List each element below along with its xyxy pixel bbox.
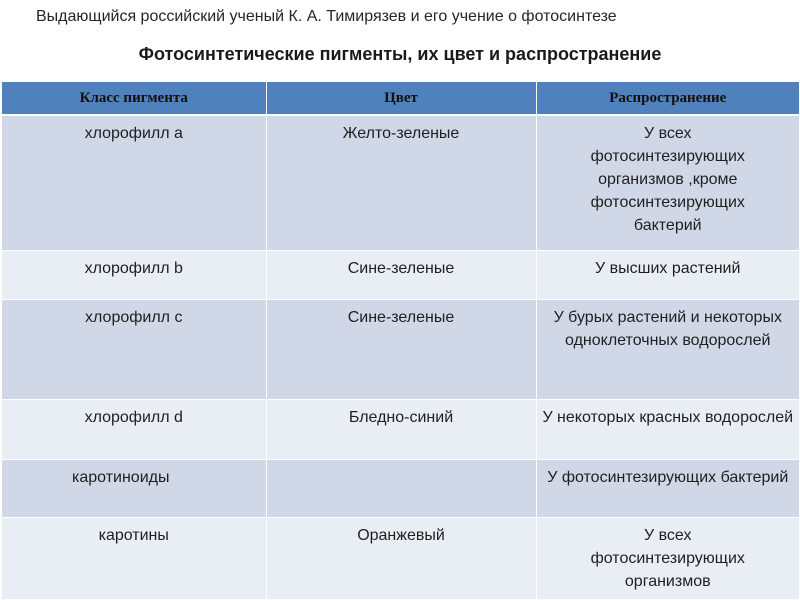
header-distribution: Распространение	[536, 82, 799, 115]
cell-distribution: У всех фотосинтезирующих организмов ,кроме фотосинтезирующих бактерий	[536, 115, 799, 250]
cell-distribution: У бурых растений и некоторых одноклеточных водорослей	[536, 299, 799, 399]
table-row	[2, 459, 799, 517]
cell-pigment: хлорофилл b	[2, 250, 266, 299]
cell-distribution: У фотосинтезирующих бактерий	[536, 459, 799, 517]
cell-color: Бледно-синий	[266, 399, 536, 459]
table-row	[2, 299, 799, 399]
slide-subtitle: Выдающийся российский ученый К. А. Тимирязев и его учение о фотосинтезе	[36, 8, 617, 25]
cell-color: Оранжевый	[266, 517, 536, 599]
cell-pigment: хлорофилл a	[2, 115, 266, 250]
pigments-table	[2, 82, 799, 600]
cell-pigment: хлорофилл c	[2, 299, 266, 399]
cell-pigment: каротины	[2, 517, 266, 599]
table-row	[2, 250, 799, 299]
header-color: Цвет	[266, 82, 536, 115]
cell-color: Сине-зеленые	[266, 299, 536, 399]
cell-color: Желто-зеленые	[266, 115, 536, 250]
cell-distribution: У всех фотосинтезирующих организмов	[536, 517, 799, 599]
table-row	[2, 399, 799, 459]
cell-distribution: У некоторых красных водорослей	[536, 399, 799, 459]
cell-pigment: каротиноиды	[2, 459, 266, 517]
cell-distribution: У высших растений	[536, 250, 799, 299]
cell-color: Сине-зеленые	[266, 250, 536, 299]
table-row	[2, 517, 799, 599]
table-header-row	[2, 82, 799, 115]
slide-title: Фотосинтетические пигменты, их цвет и распространение	[138, 44, 662, 64]
cell-pigment: хлорофилл d	[2, 399, 266, 459]
table-row	[2, 115, 799, 250]
cell-color	[266, 459, 536, 517]
header-pigment-class: Класс пигмента	[2, 82, 266, 115]
